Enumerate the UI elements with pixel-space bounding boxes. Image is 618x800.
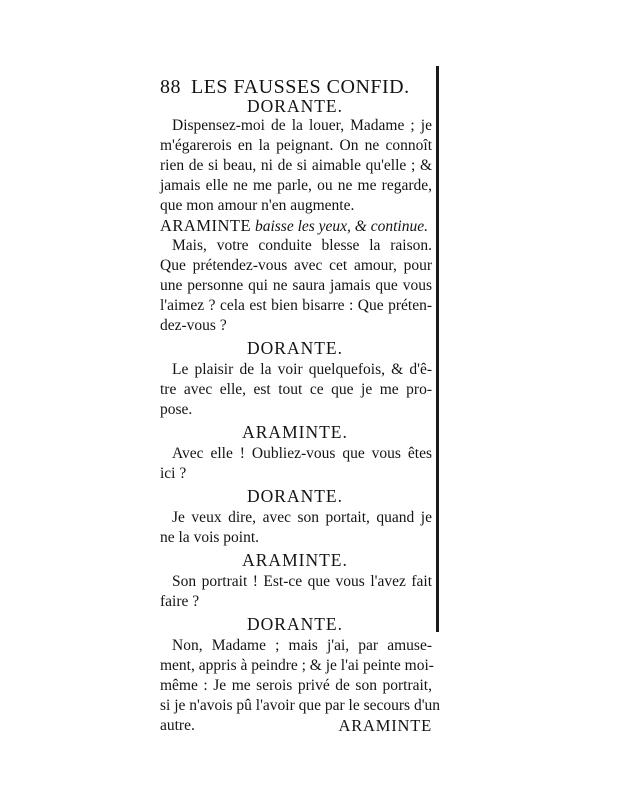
- text-line: jamais elle ne me parle, ou ne me regarde,: [160, 177, 432, 194]
- speaker-with-direction: [160, 216, 432, 237]
- speaker-heading: ARAMINTE.: [242, 550, 348, 570]
- text-line: dez-vous ?: [160, 317, 227, 334]
- text-line: Je veux dire, avec son portait, quand je: [172, 509, 432, 526]
- text-line: rien de si beau, ni de si aimable qu'elle ; &: [160, 157, 432, 174]
- text-line: Dispensez-moi de la louer, Madame ; je: [172, 117, 432, 134]
- text-line: Le plaisir de la voir quelquefois, & d'ê-: [172, 361, 432, 378]
- text-line: ne la vois point.: [160, 529, 260, 546]
- text-line: même : Je me serois privé de son portrait,: [160, 677, 432, 694]
- text-line: tre avec elle, est tout ce que je me pro-: [160, 381, 432, 398]
- text-line: Son portrait ! Est-ce que vous l'avez fait: [172, 573, 432, 590]
- text-line: si je n'avois pû l'avoir que par le secours d'un: [160, 697, 440, 714]
- text-line: Que prétendez-vous avec cet amour, pour: [160, 257, 432, 274]
- speaker-heading: DORANTE.: [247, 486, 343, 506]
- catchword: ARAMINTE: [338, 716, 432, 735]
- speaker-name: ARAMINTE: [160, 216, 252, 235]
- page-number: 88: [160, 76, 181, 98]
- speaker-heading: DORANTE.: [247, 338, 343, 358]
- text-line: faire ?: [160, 593, 200, 610]
- page-edge-line: [436, 66, 439, 632]
- text-line: m'égarerois en la peignant. On ne connoît: [160, 137, 432, 154]
- text-line: pose.: [160, 401, 193, 418]
- text-line: Avec elle ! Oubliez-vous que vous êtes: [172, 445, 432, 462]
- speaker-heading: DORANTE.: [247, 614, 343, 634]
- text-line: Non, Madame ; mais j'ai, par amuse-: [172, 637, 432, 654]
- text-line: une personne qui ne saura jamais que vous: [160, 277, 432, 294]
- text-line: autre.: [160, 717, 195, 734]
- text-line: ici ?: [160, 465, 187, 482]
- stage-direction: baisse les yeux, & continue.: [254, 218, 428, 235]
- running-title: LES FAUSSES CONFID.: [191, 76, 410, 98]
- text-line: Mais, votre conduite blesse la raison.: [172, 237, 432, 254]
- text-line: ment, appris à peindre ; & je l'ai peinte moi-: [160, 657, 434, 674]
- text-line: l'aimez ? cela est bien bisarre : Que préten-: [160, 297, 432, 314]
- speaker-heading: DORANTE.: [247, 96, 343, 116]
- speaker-heading: ARAMINTE.: [242, 422, 348, 442]
- text-line: que mon amour n'en augmente.: [160, 197, 355, 214]
